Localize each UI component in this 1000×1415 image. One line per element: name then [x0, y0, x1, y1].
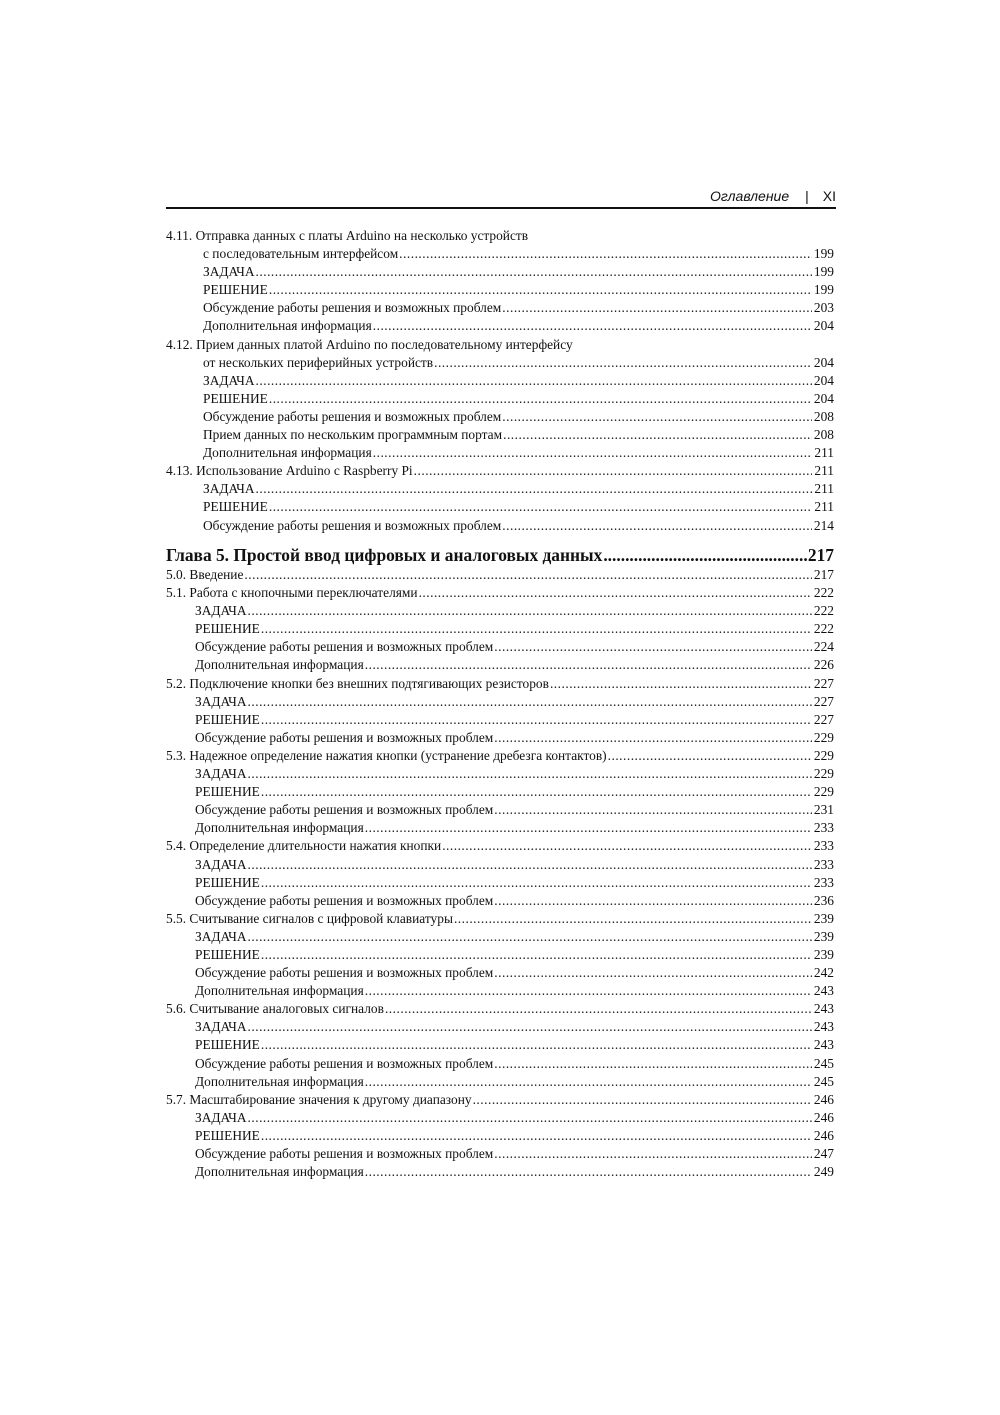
toc-entry-label: 5.6. Считывание аналоговых сигналов: [166, 1001, 384, 1017]
toc-entry-label: 4.13. Использование Arduino с Raspberry Pi: [166, 463, 413, 479]
toc-section-entry[interactable]: [166, 566, 834, 584]
toc-entry-label: ЗАДАЧА: [203, 264, 255, 280]
toc-leader-dots: [494, 964, 812, 982]
toc-leader-dots: [261, 1036, 812, 1054]
toc-leader-dots: [248, 1018, 812, 1036]
toc-page-number: 222: [813, 603, 834, 619]
toc-entry-label: Дополнительная информация: [195, 1073, 364, 1089]
toc-leader-dots: [248, 693, 812, 711]
toc-page-number: 204: [813, 390, 834, 406]
toc-entry-label: РЕШЕНИЕ: [195, 1127, 260, 1143]
toc-leader-dots: [244, 566, 811, 584]
toc-entry-label: ЗАДАЧА: [195, 766, 247, 782]
toc-page-number: 233: [813, 874, 834, 890]
toc-page-number: 229: [813, 729, 834, 745]
toc-entry-label: Обсуждение работы решения и возможных проблем: [203, 517, 502, 533]
chapter-page: 217: [807, 545, 834, 565]
toc-page-number: 208: [813, 427, 834, 443]
toc-subentry[interactable]: [166, 964, 834, 982]
toc-subentry[interactable]: [166, 354, 834, 372]
toc-entry-label: Обсуждение работы решения и возможных проблем: [195, 965, 494, 981]
toc-leader-dots: [261, 620, 812, 638]
toc-entry-label: ЗАДАЧА: [195, 603, 247, 619]
toc-entry-label: Дополнительная информация: [195, 1164, 364, 1180]
toc-leader-dots: [473, 1091, 812, 1109]
toc-entry-label: Обсуждение работы решения и возможных проблем: [203, 408, 502, 424]
toc-subentry[interactable]: [166, 765, 834, 783]
toc-page-number: 227: [813, 693, 834, 709]
toc-subentry[interactable]: [166, 444, 834, 462]
toc-page-number: 204: [813, 372, 834, 388]
toc-entry-label: 5.7. Масштабирование значения к другому диапазону: [166, 1091, 472, 1107]
toc-subentry[interactable]: [166, 711, 834, 729]
toc-subentry[interactable]: [166, 602, 834, 620]
toc-subentry[interactable]: [166, 874, 834, 892]
toc-leader-dots: [248, 602, 812, 620]
toc-subentry[interactable]: [166, 245, 834, 263]
toc-page-number: 239: [813, 910, 834, 926]
toc-subentry[interactable]: [166, 1145, 834, 1163]
toc-subentry[interactable]: [166, 390, 834, 408]
toc-leader-dots: [502, 408, 812, 426]
toc-subentry[interactable]: [166, 982, 834, 1000]
toc-subentry[interactable]: [166, 729, 834, 747]
toc-entry-label: РЕШЕНИЕ: [195, 621, 260, 637]
toc-leader-dots: [256, 263, 812, 281]
toc-subentry[interactable]: [166, 928, 834, 946]
toc-page-number: 211: [814, 499, 834, 515]
toc-subentry[interactable]: [166, 819, 834, 837]
toc-page-number: 229: [813, 784, 834, 800]
toc-chapter-heading[interactable]: [166, 543, 834, 567]
chapter-leader: [603, 543, 807, 567]
toc-leader-dots: [248, 765, 812, 783]
toc-section-entry[interactable]: [166, 584, 834, 602]
toc-leader-dots: [269, 390, 812, 408]
toc-entry-label: с последовательным интерфейсом: [203, 246, 399, 262]
toc-entry-label: РЕШЕНИЕ: [203, 390, 268, 406]
toc-block-chapter5: [166, 566, 834, 1181]
toc-page-number: 224: [813, 639, 834, 655]
toc-leader-dots: [261, 711, 812, 729]
toc-section-entry[interactable]: [166, 675, 834, 693]
toc-leader-dots: [269, 281, 812, 299]
toc-page-number: 199: [813, 264, 834, 280]
toc-subentry[interactable]: [166, 801, 834, 819]
toc-entry-label: Обсуждение работы решения и возможных проблем: [195, 639, 494, 655]
toc-page-number: 243: [813, 1037, 834, 1053]
running-header: [166, 186, 836, 206]
toc-entry-label: Прием данных по нескольким программным портам: [203, 427, 503, 443]
toc-entry-label: РЕШЕНИЕ: [195, 874, 260, 890]
toc-subentry[interactable]: [166, 620, 834, 638]
toc-entry-label: 5.4. Определение длительности нажатия кнопки: [166, 838, 442, 854]
toc-leader-dots: [373, 317, 812, 335]
toc-section-title[interactable]: 4.11. Отправка данных с платы Arduino на несколько устройств: [166, 228, 529, 243]
toc-page-number: 231: [813, 802, 834, 818]
toc-page-number: 233: [813, 838, 834, 854]
toc-leader-dots: [365, 819, 812, 837]
toc-entry-label: 5.1. Работа с кнопочными переключателями: [166, 585, 418, 601]
toc-leader-dots: [434, 354, 812, 372]
toc-page-number: 246: [813, 1127, 834, 1143]
toc-page-number: 246: [813, 1091, 834, 1107]
toc-page-number: 239: [813, 946, 834, 962]
toc-section-entry[interactable]: [166, 837, 834, 855]
toc-entry-label: ЗАДАЧА: [195, 856, 247, 872]
header-separator: |: [805, 188, 809, 204]
toc-page-number: 247: [813, 1146, 834, 1161]
toc-subentry[interactable]: [166, 372, 834, 390]
toc-leader-dots: [248, 1109, 812, 1127]
toc-subentry[interactable]: [166, 1127, 834, 1145]
toc-leader-dots: [494, 1145, 812, 1163]
toc-page-number: 211: [814, 463, 834, 479]
toc-entry-label: РЕШЕНИЕ: [195, 784, 260, 800]
toc-page-number: 243: [813, 1019, 834, 1035]
toc-leader-dots: [365, 656, 812, 674]
toc-entry-label: 5.5. Считывание сигналов с цифровой клавиатуры: [166, 910, 453, 926]
toc-page-number: 243: [813, 983, 834, 999]
toc-leader-dots: [503, 426, 812, 444]
toc-leader-dots: [494, 729, 812, 747]
toc-page-number: 203: [813, 300, 834, 316]
toc-entry-label: ЗАДАЧА: [203, 481, 255, 497]
toc-leader-dots: [261, 946, 812, 964]
toc-subentry[interactable]: [166, 408, 834, 426]
toc-leader-dots: [550, 675, 812, 693]
toc-entry-label: Дополнительная информация: [203, 318, 372, 334]
toc-subentry[interactable]: [166, 783, 834, 801]
toc-entry-label: Обсуждение работы решения и возможных проблем: [195, 1146, 494, 1161]
toc-page-number: 226: [813, 657, 834, 673]
toc-entry-label: Обсуждение работы решения и возможных проблем: [195, 802, 494, 818]
toc-page-number: 249: [813, 1164, 834, 1180]
toc-entry-label: 5.2. Подключение кнопки без внешних подтягивающих резисторов: [166, 675, 549, 691]
toc-subentry[interactable]: [166, 693, 834, 711]
toc-subentry[interactable]: [166, 498, 834, 516]
toc-page-number: 222: [813, 621, 834, 637]
toc-entry-label: РЕШЕНИЕ: [195, 1037, 260, 1053]
toc-leader-dots: [256, 480, 813, 498]
header-rule: [166, 207, 836, 209]
toc-entry-label: ЗАДАЧА: [195, 693, 247, 709]
toc-page-number: 229: [813, 766, 834, 782]
toc-entry-label: ЗАДАЧА: [195, 928, 247, 944]
toc-page-number: 199: [813, 246, 834, 262]
toc-entry-label: ЗАДАЧА: [195, 1019, 247, 1035]
toc-leader-dots: [269, 498, 813, 516]
toc-block-chapter4: [166, 227, 834, 535]
toc-leader-dots: [261, 1127, 812, 1145]
toc-subentry[interactable]: [166, 856, 834, 874]
toc-subentry[interactable]: [166, 281, 834, 299]
toc-page-number: 199: [813, 282, 834, 298]
toc-subentry[interactable]: [166, 1036, 834, 1054]
toc-page-number: 222: [813, 585, 834, 601]
toc-subentry[interactable]: [166, 1055, 834, 1073]
toc-leader-dots: [454, 910, 812, 928]
toc-entry-label: РЕШЕНИЕ: [203, 282, 268, 298]
toc-entry-label: Дополнительная информация: [195, 820, 364, 836]
toc-page-number: 227: [813, 711, 834, 727]
toc-subentry[interactable]: [166, 1073, 834, 1091]
toc-entry-label: Дополнительная информация: [203, 445, 372, 461]
toc-section-title[interactable]: 4.12. Прием данных платой Arduino по последовательному интерфейсу: [166, 336, 573, 352]
toc-leader-dots: [414, 462, 813, 480]
toc-page-number: 227: [813, 675, 834, 691]
toc-leader-dots: [494, 638, 812, 656]
toc-section-entry[interactable]: [166, 1091, 834, 1109]
toc-page-number: 246: [813, 1109, 834, 1125]
toc-leader-dots: [248, 856, 812, 874]
toc-entry-label: Дополнительная информация: [195, 657, 364, 673]
toc-subentry[interactable]: [166, 263, 834, 281]
toc-entry-label: Обсуждение работы решения и возможных проблем: [203, 300, 502, 316]
toc-leader-dots: [256, 372, 812, 390]
toc-page-number: 208: [813, 408, 834, 424]
toc-entry-label: Обсуждение работы решения и возможных проблем: [195, 729, 494, 745]
toc-subentry[interactable]: [166, 426, 834, 444]
toc-entry-label: РЕШЕНИЕ: [195, 711, 260, 727]
toc-section-entry[interactable]: [166, 1000, 834, 1018]
toc-leader-dots: [365, 982, 812, 1000]
toc-leader-dots: [494, 892, 812, 910]
toc-leader-dots: [248, 928, 812, 946]
toc-leader-dots: [494, 801, 812, 819]
toc-leader-dots: [442, 837, 812, 855]
toc-page-number: 239: [813, 928, 834, 944]
toc-page-number: 229: [813, 747, 834, 763]
toc-page-number: 204: [813, 318, 834, 334]
toc-subentry[interactable]: [166, 1109, 834, 1127]
toc-page-number: 217: [813, 567, 834, 582]
toc-entry-label: Обсуждение работы решения и возможных проблем: [195, 1055, 494, 1071]
toc-leader-dots: [494, 1055, 812, 1073]
toc-leader-dots: [502, 517, 812, 535]
toc-section-entry[interactable]: [166, 747, 834, 765]
toc-leader-dots: [261, 783, 812, 801]
toc-subentry[interactable]: [166, 638, 834, 656]
toc-page-number: 245: [813, 1073, 834, 1089]
toc-entry-label: Дополнительная информация: [195, 983, 364, 999]
toc-subentry[interactable]: [166, 317, 834, 335]
toc-leader-dots: [261, 874, 812, 892]
toc-leader-dots: [419, 584, 812, 602]
toc-subentry[interactable]: [166, 656, 834, 674]
toc-entry-label: 5.3. Надежное определение нажатия кнопки (устранение дребезга контактов): [166, 747, 607, 763]
toc-subentry[interactable]: [166, 1018, 834, 1036]
toc-leader-dots: [608, 747, 812, 765]
toc-subentry[interactable]: [166, 517, 834, 535]
toc-page-number: 211: [814, 481, 834, 497]
toc-leader-dots: [399, 245, 812, 263]
toc-entry-label: Обсуждение работы решения и возможных проблем: [195, 892, 494, 908]
toc-section-entry[interactable]: [166, 910, 834, 928]
toc-leader-dots: [365, 1073, 812, 1091]
toc-page-number: 204: [813, 354, 834, 370]
toc-page-number: 233: [813, 820, 834, 836]
toc-page-number: 214: [813, 517, 834, 533]
toc-subentry[interactable]: [166, 946, 834, 964]
toc-subentry[interactable]: [166, 892, 834, 910]
toc-leader-dots: [365, 1163, 812, 1181]
toc-subentry[interactable]: [166, 480, 834, 498]
header-title: Оглавление: [710, 188, 790, 204]
toc-entry-label: от нескольких периферийных устройств: [203, 354, 434, 370]
toc-subentry[interactable]: [166, 299, 834, 317]
chapter-label: Глава 5. Простой ввод цифровых и аналоговых данных: [166, 545, 603, 565]
toc-entry-label: 5.0. Введение: [166, 567, 244, 582]
toc-leader-dots: [373, 444, 813, 462]
toc-entry-label: ЗАДАЧА: [195, 1109, 247, 1125]
toc-entry-label: РЕШЕНИЕ: [195, 946, 260, 962]
toc-leader-dots: [502, 299, 812, 317]
header-page-number: XI: [822, 188, 836, 204]
toc-page-number: 242: [813, 965, 834, 981]
toc-page-number: 245: [813, 1055, 834, 1071]
toc-section-entry[interactable]: [166, 462, 834, 480]
toc-page-number: 243: [813, 1001, 834, 1017]
toc-page-number: 233: [813, 856, 834, 872]
toc-subentry[interactable]: [166, 1163, 834, 1181]
toc-entry-label: РЕШЕНИЕ: [203, 499, 268, 515]
toc-leader-dots: [385, 1000, 812, 1018]
toc-page-number: 211: [814, 445, 834, 461]
toc-page-number: 236: [813, 892, 834, 908]
toc-entry-label: ЗАДАЧА: [203, 372, 255, 388]
